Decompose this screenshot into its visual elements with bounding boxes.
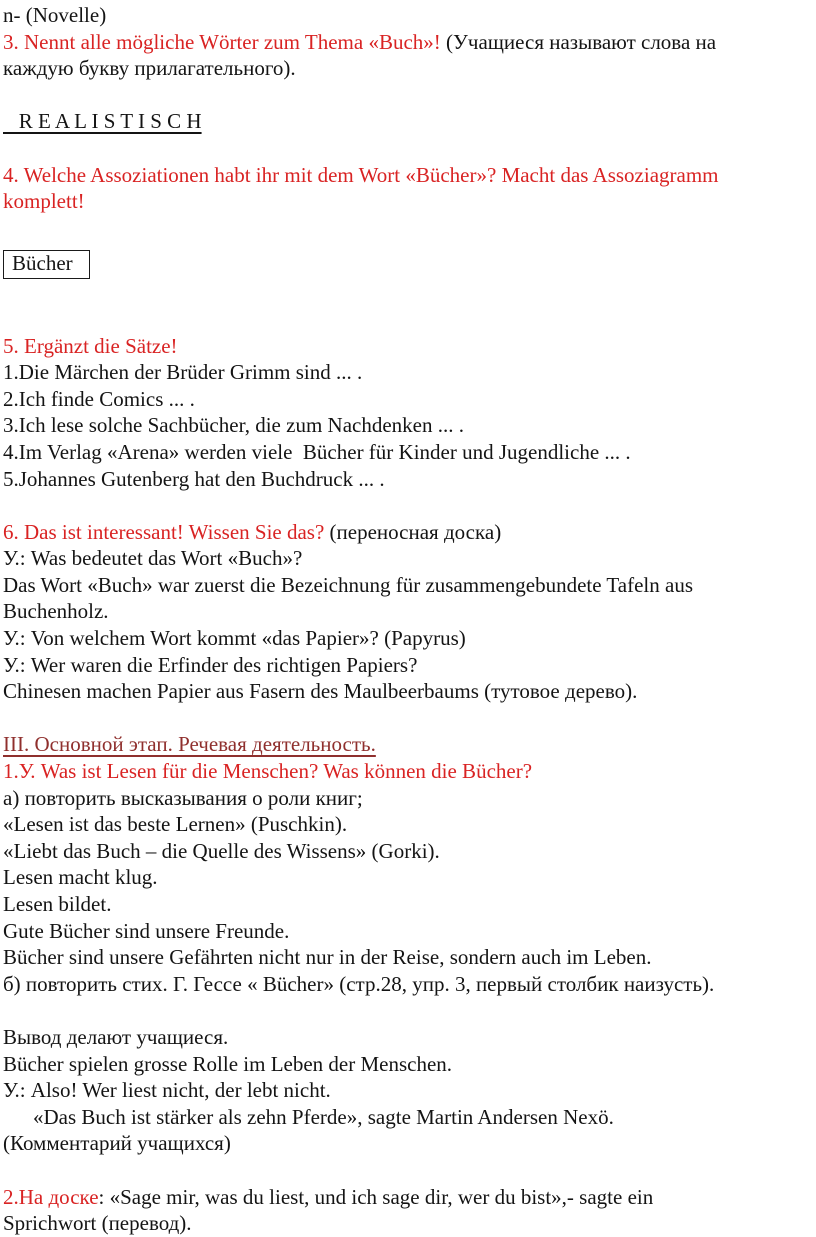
conclusion-line bbox=[3, 1024, 798, 1051]
teacher-question-line bbox=[3, 545, 798, 572]
answer-line-3 bbox=[3, 678, 798, 705]
text-segment: R E A L I S T I S C H bbox=[3, 109, 202, 134]
text-segment: 6. Das ist interessant! Wissen Sie das? bbox=[3, 519, 330, 544]
saying-line bbox=[3, 891, 798, 918]
text-segment: У.: Also! Wer liest nicht, der lebt nicht. bbox=[3, 1078, 331, 1103]
text-segment: У.: Wer waren die Erfinder des richtigen Papiers? bbox=[3, 652, 418, 677]
blank-line bbox=[3, 997, 798, 1024]
boxed-word: Bücher bbox=[3, 250, 90, 279]
blank-line bbox=[3, 1157, 798, 1184]
realistisch-word-line bbox=[3, 108, 798, 135]
buecher-box-line bbox=[3, 241, 798, 279]
teacher-question-line bbox=[3, 652, 798, 679]
quote-puschkin-line bbox=[3, 811, 798, 838]
task-3-continuation-line bbox=[3, 55, 798, 82]
task-4-heading-line-2 bbox=[3, 188, 798, 215]
teacher-remark-line bbox=[3, 1077, 798, 1104]
text-segment: Chinesen machen Papier aus Fasern des Maulbeerbaums (тутовое дерево). bbox=[3, 679, 638, 704]
saying-line bbox=[3, 864, 798, 891]
subtask-a-line bbox=[3, 785, 798, 812]
text-segment: (Комментарий учащихся) bbox=[3, 1131, 231, 1156]
task-2-board-line bbox=[3, 1184, 798, 1211]
text-segment: III. Основной этап. Речевая деятельность. bbox=[3, 732, 376, 757]
blank-line bbox=[3, 82, 798, 109]
text-segment: 1.Die Märchen der Brüder Grimm sind ... . bbox=[3, 360, 363, 385]
text-segment: 4.Im Verlag «Arena» werden viele Bücher für Kinder und Jugendliche ... . bbox=[3, 439, 631, 464]
stage-3-heading-line bbox=[3, 731, 798, 758]
text-segment: Das Wort «Buch» war zuerst die Bezeichnung für zusammengebundete Tafeln aus bbox=[3, 572, 694, 597]
line-novelle bbox=[3, 2, 798, 29]
commentary-line bbox=[3, 1130, 798, 1157]
text-segment: «Lesen ist das beste Lernen» (Puschkin). bbox=[3, 812, 348, 837]
text-segment: а) повторить высказывания о роли книг; bbox=[3, 785, 363, 810]
saying-line bbox=[3, 944, 798, 971]
teacher-question-line bbox=[3, 625, 798, 652]
text-segment: komplett! bbox=[3, 189, 85, 214]
task-3-heading-line bbox=[3, 29, 798, 56]
blank-line bbox=[3, 306, 798, 333]
text-segment: n- (Novelle) bbox=[3, 3, 107, 27]
text-segment: 1.У. Was ist Lesen für die Menschen? Was können die Bücher? bbox=[3, 759, 533, 784]
text-segment: Вывод делают учащиеся. bbox=[3, 1024, 229, 1049]
task-2-continuation-line bbox=[3, 1210, 798, 1237]
text-segment: «Liebt das Buch – die Quelle des Wissens» (Gorki). bbox=[3, 838, 440, 863]
subtask-b-line bbox=[3, 971, 798, 998]
text-segment: 2.На доске bbox=[3, 1184, 99, 1209]
blank-line bbox=[3, 135, 798, 162]
text-segment: У.: Von welchem Wort kommt «das Papier»? (Papyrus) bbox=[3, 626, 466, 651]
text-segment: : «Sage mir, was du liest, und ich sage dir, wer du bist»,- sagte ein bbox=[98, 1184, 654, 1209]
text-segment: 2.Ich finde Comics ... . bbox=[3, 386, 195, 411]
blank-line bbox=[3, 279, 798, 306]
text-segment: 5.Johannes Gutenberg hat den Buchdruck ... . bbox=[3, 466, 385, 491]
saying-line bbox=[3, 918, 798, 945]
text-segment: б) повторить стих. Г. Гессе « Bücher» (стр.28, упр. 3, первый столбик наизусть). bbox=[3, 971, 715, 996]
text-segment: 3.Ich lese solche Sachbücher, die zum Nachdenken ... . bbox=[3, 413, 464, 438]
text-segment: Lesen macht klug. bbox=[3, 865, 158, 890]
text-segment: Bücher sind unsere Gefährten nicht nur in der Reise, sondern auch im Leben. bbox=[3, 945, 652, 970]
task-6-heading-line bbox=[3, 519, 798, 546]
text-segment: Buchenholz. bbox=[3, 599, 109, 624]
sentence-2-line bbox=[3, 386, 798, 413]
text-segment: (Учащиеся называют слова на bbox=[446, 29, 717, 54]
text-segment: каждую букву прилагательного). bbox=[3, 56, 296, 81]
blank-line bbox=[3, 215, 798, 242]
text-segment: «Das Buch ist stärker als zehn Pferde», sagte Martin Andersen Nexö. bbox=[33, 1104, 614, 1129]
text-segment: (переносная доска) bbox=[329, 519, 502, 544]
text-segment: У.: Was bedeutet das Wort «Buch»? bbox=[3, 546, 303, 571]
sentence-3-line bbox=[3, 412, 798, 439]
document-body bbox=[3, 2, 798, 1237]
question-1-heading-line bbox=[3, 758, 798, 785]
quote-nexoe-line bbox=[3, 1104, 798, 1131]
task-4-heading-line-1 bbox=[3, 162, 798, 189]
text-segment: Gute Bücher sind unsere Freunde. bbox=[3, 918, 290, 943]
answer-line-1 bbox=[3, 572, 798, 599]
sentence-4-line bbox=[3, 439, 798, 466]
answer-line-2 bbox=[3, 598, 798, 625]
text-segment: 3. Nennt alle mögliche Wörter zum Thema «Buch»! bbox=[3, 29, 447, 54]
sentence-1-line bbox=[3, 359, 798, 386]
text-segment: Lesen bildet. bbox=[3, 892, 112, 916]
text-segment: 4. Welche Assoziationen habt ihr mit dem Wort «Bücher»? Macht das Assoziagramm bbox=[3, 162, 719, 187]
text-segment: 5. Ergänzt die Sätze! bbox=[3, 333, 178, 358]
blank-line bbox=[3, 492, 798, 519]
sentence-5-line bbox=[3, 466, 798, 493]
text-segment: Bücher spielen grosse Rolle im Leben der Menschen. bbox=[3, 1051, 453, 1076]
task-5-heading-line bbox=[3, 333, 798, 360]
quote-gorki-line bbox=[3, 838, 798, 865]
blank-line bbox=[3, 705, 798, 732]
text-segment: Sprichwort (перевод). bbox=[3, 1211, 192, 1236]
conclusion-line bbox=[3, 1051, 798, 1078]
